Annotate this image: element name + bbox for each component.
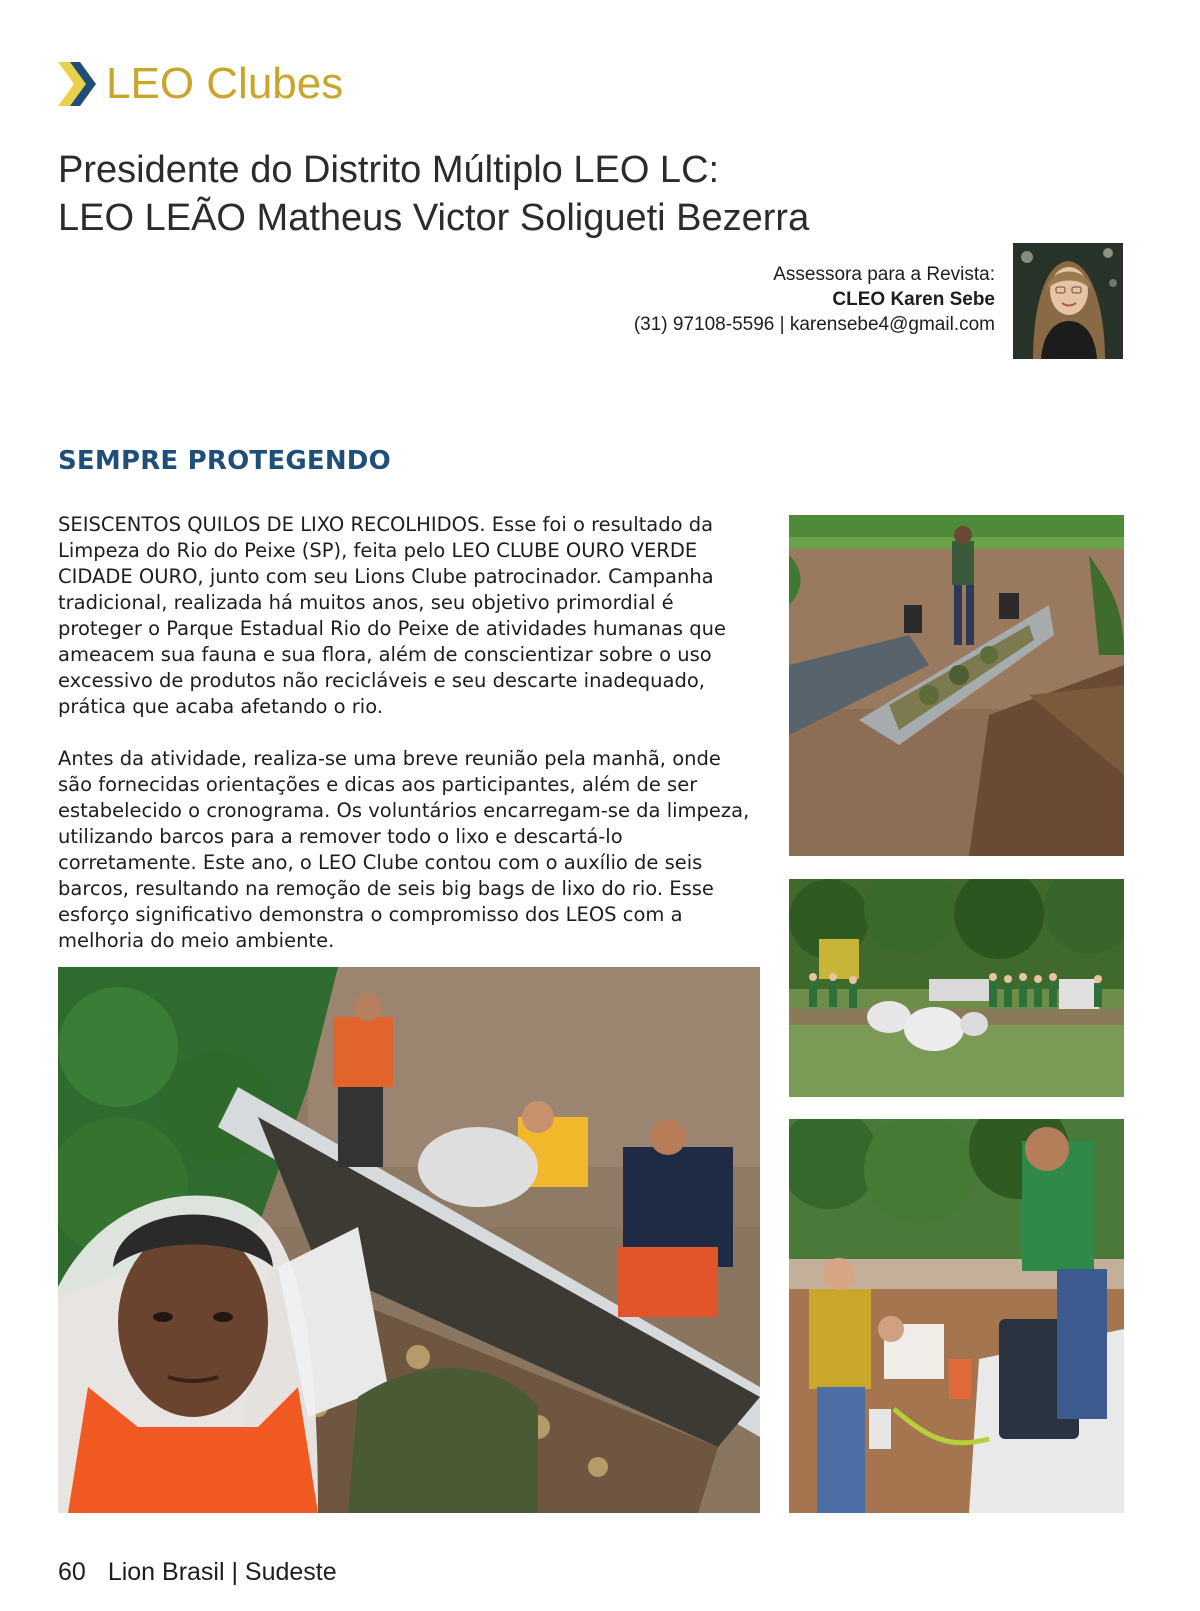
article-body [58,512,758,980]
photo-volunteers-group [789,879,1124,1097]
section-title: LEO Clubes [106,59,344,108]
contact-details: (31) 97108-5596 | karensebe4@gmail.com [633,314,995,335]
headline-line-2: LEO LEÃO Matheus Victor Soligueti Bezerra [58,197,810,239]
contact-name: CLEO Karen Sebe [832,289,995,310]
contact-role: Assessora para a Revista: [773,264,995,285]
photo-boats-riverbank [789,515,1124,856]
section-arrow-icon [58,62,98,106]
article-paragraph-2: Antes da atividade, realiza-se uma breve reunião pela manhã, onde são fornecidas orientações e dicas aos participantes, além de ser estabelecido o cronograma. Os voluntários encarregam-se da limpeza, utilizando barcos para a remover todo o lixo e descartá-lo corretamente. Este ano, o LEO Clube contou com o auxílio de seis barcos, resultando na remoção de seis big bags de lixo do rio. Esse esforço significativo demonstra o compromisso dos LEOS com a melhoria do meio ambiente. [58,747,750,952]
contact-portrait-photo [1013,243,1123,359]
article-paragraph-1: SEISCENTOS QUILOS DE LIXO RECOLHIDOS. Esse foi o resultado da Limpeza do Rio do Peixe (SP), feita pelo LEO CLUBE OURO VERDE CIDADE OURO, junto com seu Lions Clube patrocinador. Campanha tradicional, realizada há muitos anos, seu objetivo primordial é proteger o Parque Estadual Rio do Peixe de atividades humanas que ameacem sua fauna e sua flora, além de conscientizar sobre o uso excessivo de produtos não recicláveis e seu descarte inadequado, prática que acaba afetando o rio. [58,513,726,718]
page-footer [58,1558,337,1587]
article-subhead: SEMPRE PROTEGENDO [58,446,391,476]
photo-volunteers-truck [789,1119,1124,1513]
photo-river-cleanup-selfie [58,967,760,1513]
contact-block [634,262,995,337]
page-number: 60 [58,1558,86,1586]
publication-name: Lion Brasil | Sudeste [107,1558,337,1586]
headline-line-1: Presidente do Distrito Múltiplo LEO LC: [58,149,720,191]
article-headline [58,146,809,242]
